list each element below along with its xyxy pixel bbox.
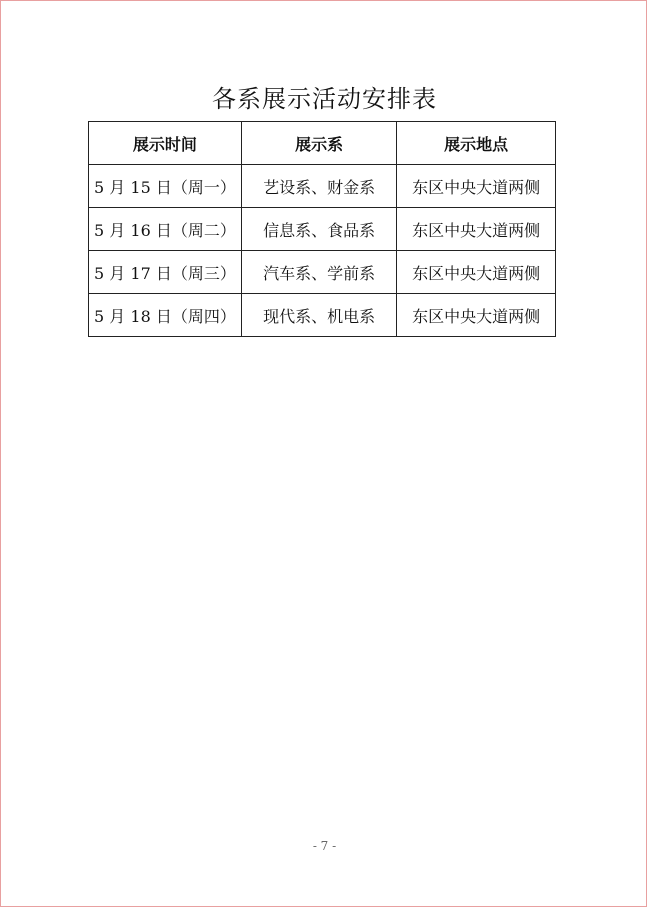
cell-location: 东区中央大道两侧 [397, 294, 556, 337]
table-row [89, 208, 556, 251]
table-row [89, 251, 556, 294]
cell-time: 5 月 18 日（周四） [89, 294, 242, 337]
header-time: 展示时间 [89, 122, 242, 165]
cell-department: 汽车系、学前系 [241, 251, 396, 294]
document-title: 各系展示活动安排表 [212, 85, 437, 113]
cell-location: 东区中央大道两侧 [397, 251, 556, 294]
schedule-table [88, 121, 556, 337]
cell-time: 5 月 15 日（周一） [89, 165, 242, 208]
table-row [89, 165, 556, 208]
table-header-row [89, 122, 556, 165]
cell-location: 东区中央大道两侧 [397, 208, 556, 251]
cell-time: 5 月 17 日（周三） [89, 251, 242, 294]
cell-location: 东区中央大道两侧 [397, 165, 556, 208]
cell-department: 信息系、食品系 [241, 208, 396, 251]
page-number: - 7 - [312, 839, 337, 853]
table-row [89, 294, 556, 337]
header-location: 展示地点 [397, 122, 556, 165]
cell-department: 艺设系、财金系 [241, 165, 396, 208]
cell-department: 现代系、机电系 [241, 294, 396, 337]
header-department: 展示系 [241, 122, 396, 165]
cell-time: 5 月 16 日（周二） [89, 208, 242, 251]
